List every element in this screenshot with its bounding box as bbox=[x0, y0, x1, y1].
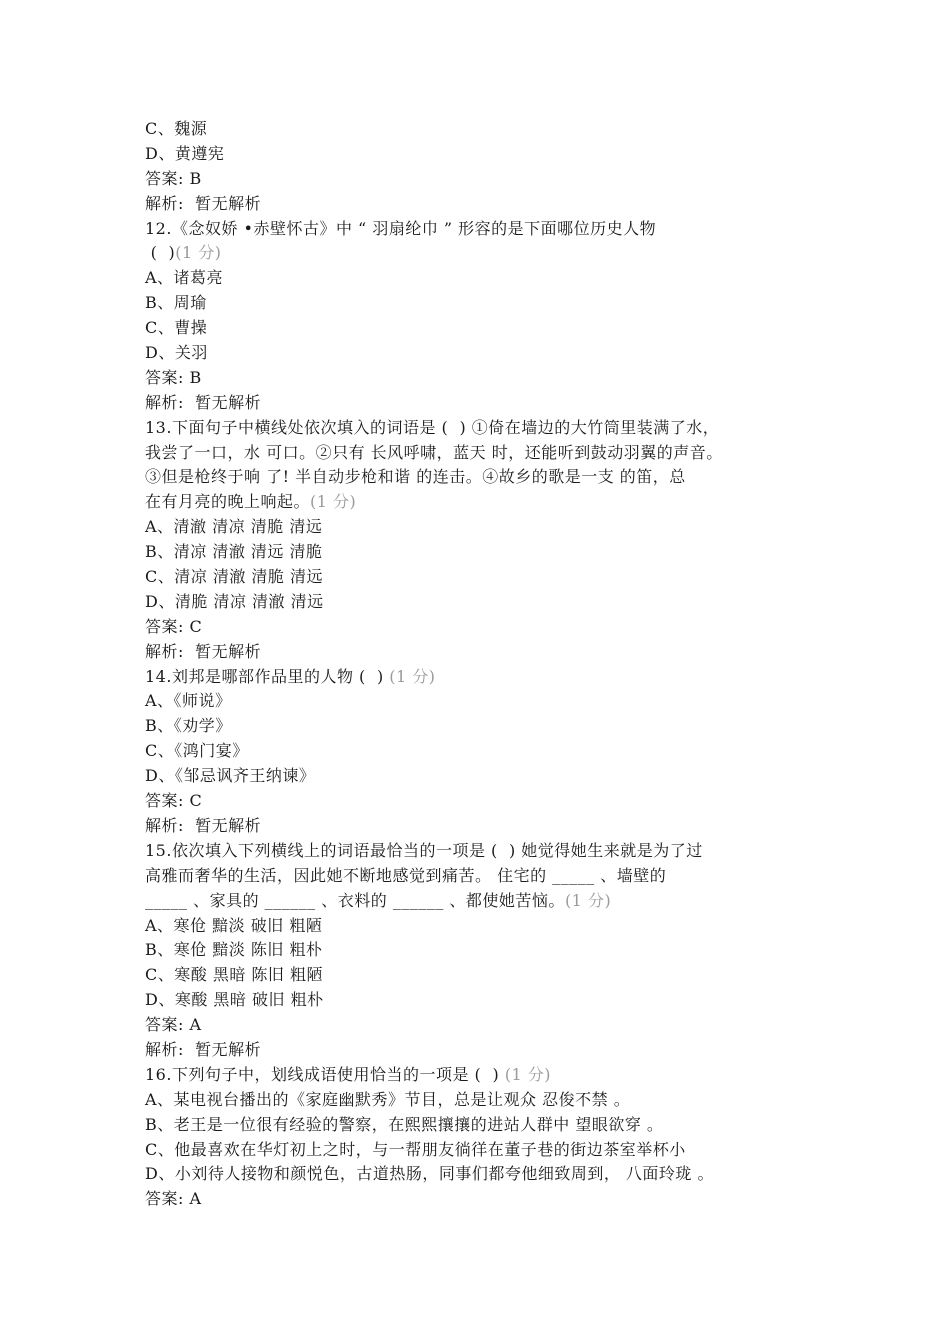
line-text: C、魏源 bbox=[145, 119, 208, 138]
line-text: 答案: C bbox=[145, 616, 203, 636]
line-text: B、清凉 清澈 清远 清脆 bbox=[145, 542, 323, 562]
line-text: 15.依次填入下列横线上的词语最恰当的一项是 ( ) 她觉得她生来就是为了过 bbox=[145, 840, 703, 860]
line-text: 答案: A bbox=[145, 1189, 202, 1209]
line-text: B、寒伧 黯淡 陈旧 粗朴 bbox=[145, 940, 323, 960]
line-text: 答案: C bbox=[145, 791, 203, 811]
score-label: (1 分) bbox=[504, 1064, 552, 1084]
line-text: D、黄遵宪 bbox=[145, 143, 225, 163]
text-line bbox=[145, 1038, 845, 1063]
text-line bbox=[145, 640, 845, 665]
line-text: B、老王是一位很有经验的警察，在熙熙攘攘的进站人群中 望眼欲穿 。 bbox=[145, 1114, 664, 1134]
line-text: D、小刘待人接物和颜悦色，古道热肠，同事们都夸他细致周到， 八面玲珑 。 bbox=[145, 1164, 715, 1184]
line-text: C、曹操 bbox=[145, 318, 208, 338]
score-label: (1 分) bbox=[389, 666, 436, 686]
text-line bbox=[145, 988, 845, 1013]
text-line bbox=[145, 167, 845, 192]
text-line bbox=[145, 615, 845, 640]
line-text: A、某电视台播出的《家庭幽默秀》节目，总是让观众 忍俊不禁 。 bbox=[145, 1089, 631, 1109]
text-line bbox=[145, 465, 845, 490]
line-text: A、寒伧 黯淡 破旧 粗陋 bbox=[145, 915, 323, 935]
line-text: B、周瑜 bbox=[145, 293, 207, 313]
line-text: ③但是枪终于响 了! 半自动步枪和谐 的连击。④故乡的歌是一支 的笛，总 bbox=[145, 467, 686, 487]
line-text: 我尝了一口，水 可口。②只有 长风呼啸，蓝天 时，还能听到鼓动羽翼的声音。 bbox=[145, 442, 723, 462]
line-text: C、寒酸 黑暗 陈旧 粗陋 bbox=[145, 965, 324, 985]
text-line bbox=[145, 217, 845, 242]
line-text: 解析: 暂无解析 bbox=[145, 1039, 262, 1059]
line-text: 答案: A bbox=[145, 1015, 202, 1035]
line-text: C、他最喜欢在华灯初上之时，与一帮朋友徜徉在董子巷的街边茶室举杯小 bbox=[145, 1139, 686, 1159]
line-text: 16.下列句子中，划线成语使用恰当的一项是 ( ) bbox=[145, 1064, 505, 1084]
line-text: ( ) bbox=[145, 243, 176, 263]
line-text: 解析: 暂无解析 bbox=[145, 815, 262, 835]
text-line bbox=[145, 316, 845, 341]
text-line bbox=[145, 864, 845, 889]
score-label: (1 分) bbox=[310, 492, 357, 512]
text-line bbox=[145, 590, 845, 615]
line-text: D、清脆 清凉 清澈 清远 bbox=[145, 591, 324, 611]
text-line bbox=[145, 391, 845, 416]
text-line bbox=[145, 441, 845, 466]
text-line bbox=[145, 963, 845, 988]
text-line bbox=[145, 1063, 845, 1088]
line-text: D、《邹忌讽齐王纳谏》 bbox=[145, 766, 316, 786]
line-text: 12.《念奴娇 •赤壁怀古》中 “ 羽扇纶巾 ” 形容的是下面哪位历史人物 bbox=[145, 218, 657, 238]
line-text: 解析: 暂无解析 bbox=[145, 392, 262, 412]
text-line bbox=[145, 1013, 845, 1038]
text-line bbox=[145, 839, 845, 864]
line-text: 解析: 暂无解析 bbox=[145, 641, 262, 661]
text-line bbox=[145, 1187, 845, 1212]
text-line bbox=[145, 192, 845, 217]
text-line bbox=[145, 1138, 845, 1163]
line-text: 14.刘邦是哪部作品里的人物 ( ) bbox=[145, 666, 390, 686]
line-text: 答案: B bbox=[145, 367, 202, 387]
text-line bbox=[145, 117, 845, 142]
text-line bbox=[145, 914, 845, 939]
score-label: (1 分) bbox=[564, 890, 612, 910]
line-text: 高雅而奢华的生活，因此她不断地感觉到痛苦。 住宅的 _____ 、墙壁的 bbox=[145, 865, 667, 885]
line-text: _____ 、家具的 ______ 、衣料的 ______ 、都使她苦恼。 bbox=[145, 890, 565, 910]
text-line bbox=[145, 938, 845, 963]
text-line bbox=[145, 540, 845, 565]
line-text: A、清澈 清凉 清脆 清远 bbox=[145, 517, 323, 537]
text-line bbox=[145, 1088, 845, 1113]
text-line bbox=[145, 266, 845, 291]
text-line bbox=[145, 366, 845, 391]
text-line bbox=[145, 889, 845, 914]
text-line bbox=[145, 490, 845, 515]
text-line bbox=[145, 764, 845, 789]
line-text: A、《师说》 bbox=[145, 691, 232, 711]
text-line bbox=[145, 789, 845, 814]
text-line bbox=[145, 1162, 845, 1187]
text-line bbox=[145, 142, 845, 167]
line-text: A、诸葛亮 bbox=[145, 268, 224, 288]
text-line bbox=[145, 515, 845, 540]
line-text: 13.下面句子中横线处依次填入的词语是 ( ) ①倚在墙边的大竹筒里装满了水， bbox=[145, 417, 720, 437]
line-text: D、寒酸 黑暗 破旧 粗朴 bbox=[145, 990, 324, 1010]
text-line bbox=[145, 1113, 845, 1138]
text-line bbox=[145, 416, 845, 441]
line-text: D、关羽 bbox=[145, 343, 208, 363]
text-line bbox=[145, 665, 845, 690]
text-line bbox=[145, 565, 845, 590]
text-line bbox=[145, 291, 845, 316]
line-text: C、清凉 清澈 清脆 清远 bbox=[145, 567, 324, 587]
text-line bbox=[145, 341, 845, 366]
text-line bbox=[145, 689, 845, 714]
line-text: B、《劝学》 bbox=[145, 716, 232, 736]
line-text: 答案: B bbox=[145, 168, 202, 188]
text-line bbox=[145, 714, 845, 739]
text-line bbox=[145, 814, 845, 839]
line-text: 解析: 暂无解析 bbox=[145, 193, 262, 213]
text-line bbox=[145, 739, 845, 764]
line-text: C、《鸿门宴》 bbox=[145, 741, 249, 761]
document-body bbox=[145, 117, 845, 1212]
line-text: 在有月亮的晚上响起。 bbox=[145, 492, 311, 512]
text-line bbox=[145, 241, 845, 266]
score-label: (1 分) bbox=[175, 243, 222, 263]
